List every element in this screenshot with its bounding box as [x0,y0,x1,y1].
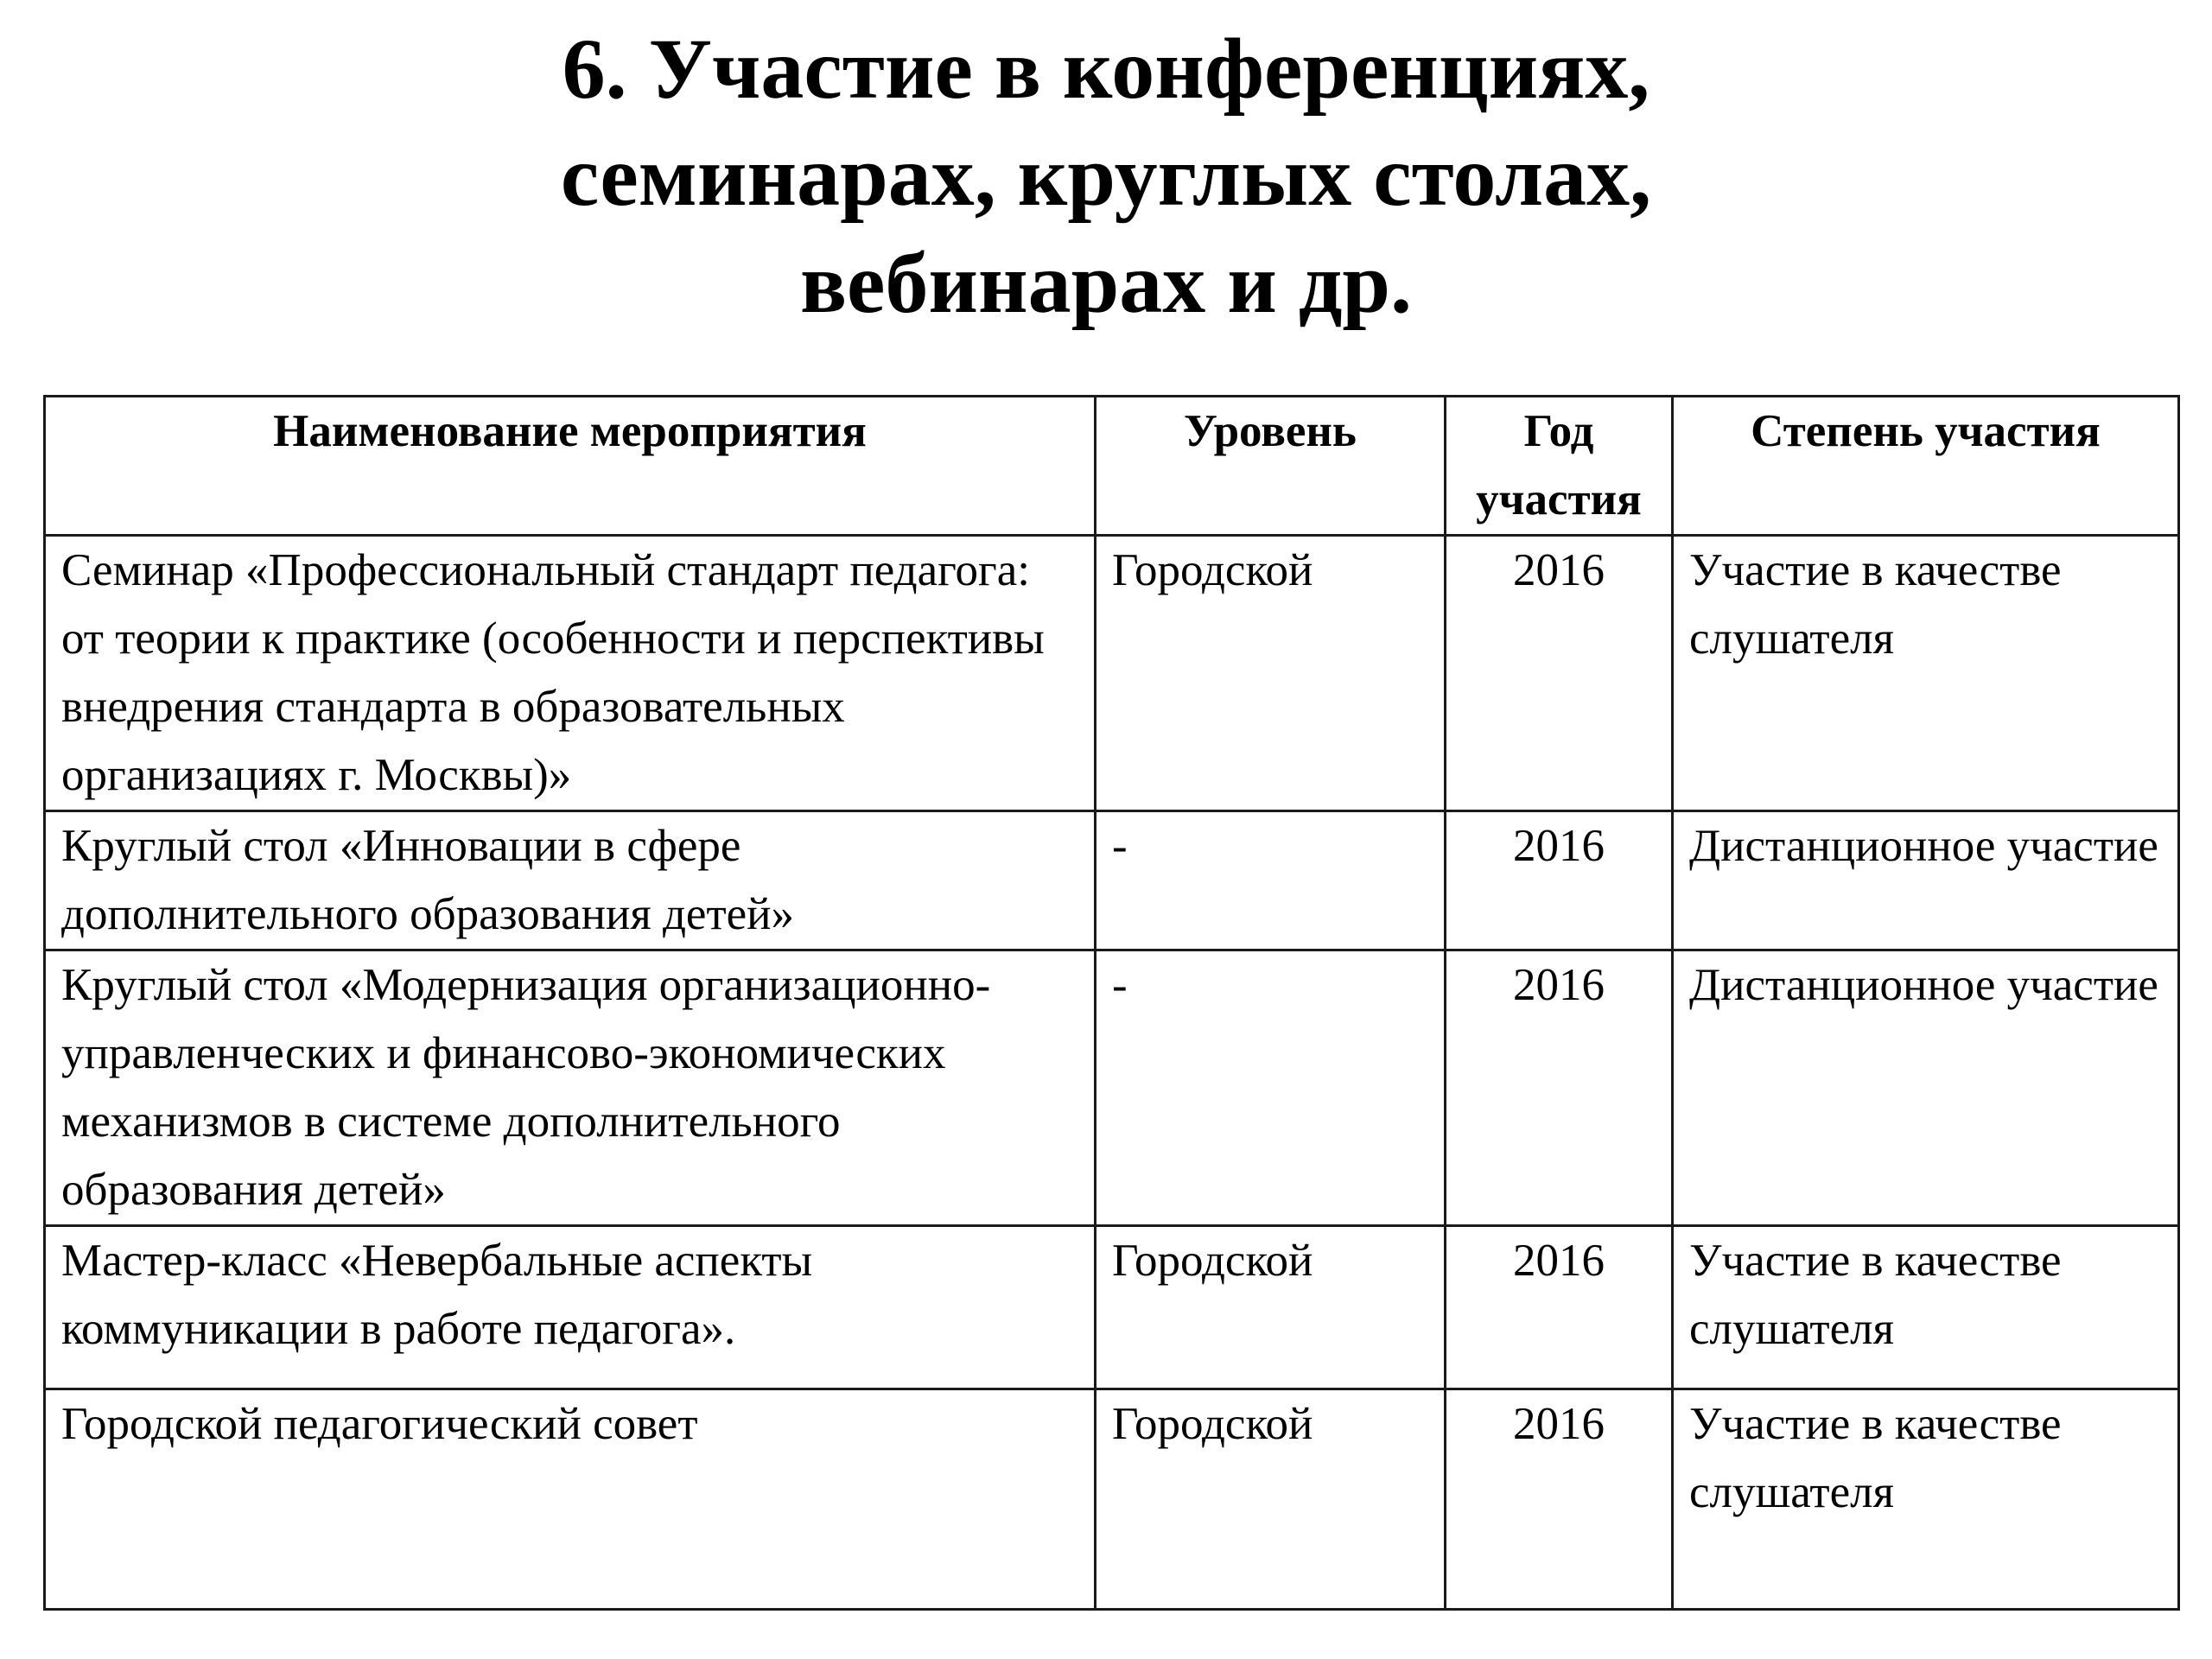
cell-year: 2016 [1446,1226,1673,1389]
cell-year: 2016 [1446,536,1673,811]
cell-event-name: Мастер-класс «Невербальные аспекты коммуникации в работе педагога». [45,1226,1096,1389]
cell-event-name: Семинар «Профессиональный стандарт педагога: от теории к практике (особенности и перспективы внедрения стандарта в образовательных организациях г. Москвы)» [45,536,1096,811]
table-row [45,1389,2179,1610]
table-row [45,536,2179,811]
header-year: Год участия [1446,397,1673,536]
cell-event-name: Круглый стол «Инновации в сфере дополнительного образования детей» [45,811,1096,950]
page-title-line-2: семинарах, круглых столах, [560,128,1652,224]
cell-year: 2016 [1446,1389,1673,1610]
events-table-container [43,395,2180,1611]
header-event-name: Наименование мероприятия [45,397,1096,536]
table-row [45,811,2179,950]
cell-level: - [1096,811,1446,950]
table-header-row [45,397,2179,536]
page-title-line-3: вебинарах и др. [799,235,1413,331]
cell-level: Городской [1096,536,1446,811]
cell-event-name: Круглый стол «Модернизация организационно-управленческих и финансово-экономических механизмов в системе дополнительного образования детей» [45,950,1096,1226]
cell-participation: Дистанционное участие [1673,950,2179,1226]
events-table [43,395,2180,1611]
cell-participation: Участие в качестве слушателя [1673,1226,2179,1389]
cell-level: - [1096,950,1446,1226]
table-row [45,1226,2179,1389]
cell-participation: Участие в качестве слушателя [1673,1389,2179,1610]
cell-year: 2016 [1446,950,1673,1226]
cell-year: 2016 [1446,811,1673,950]
table-row [45,950,2179,1226]
header-level: Уровень [1096,397,1446,536]
header-participation: Степень участия [1673,397,2179,536]
cell-participation: Дистанционное участие [1673,811,2179,950]
cell-level: Городской [1096,1226,1446,1389]
cell-participation: Участие в качестве слушателя [1673,536,2179,811]
page-title-line-1: 6. Участие в конференциях, [562,21,1650,117]
cell-event-name: Городской педагогический совет [45,1389,1096,1610]
cell-level: Городской [1096,1389,1446,1610]
page-title [0,16,2212,337]
